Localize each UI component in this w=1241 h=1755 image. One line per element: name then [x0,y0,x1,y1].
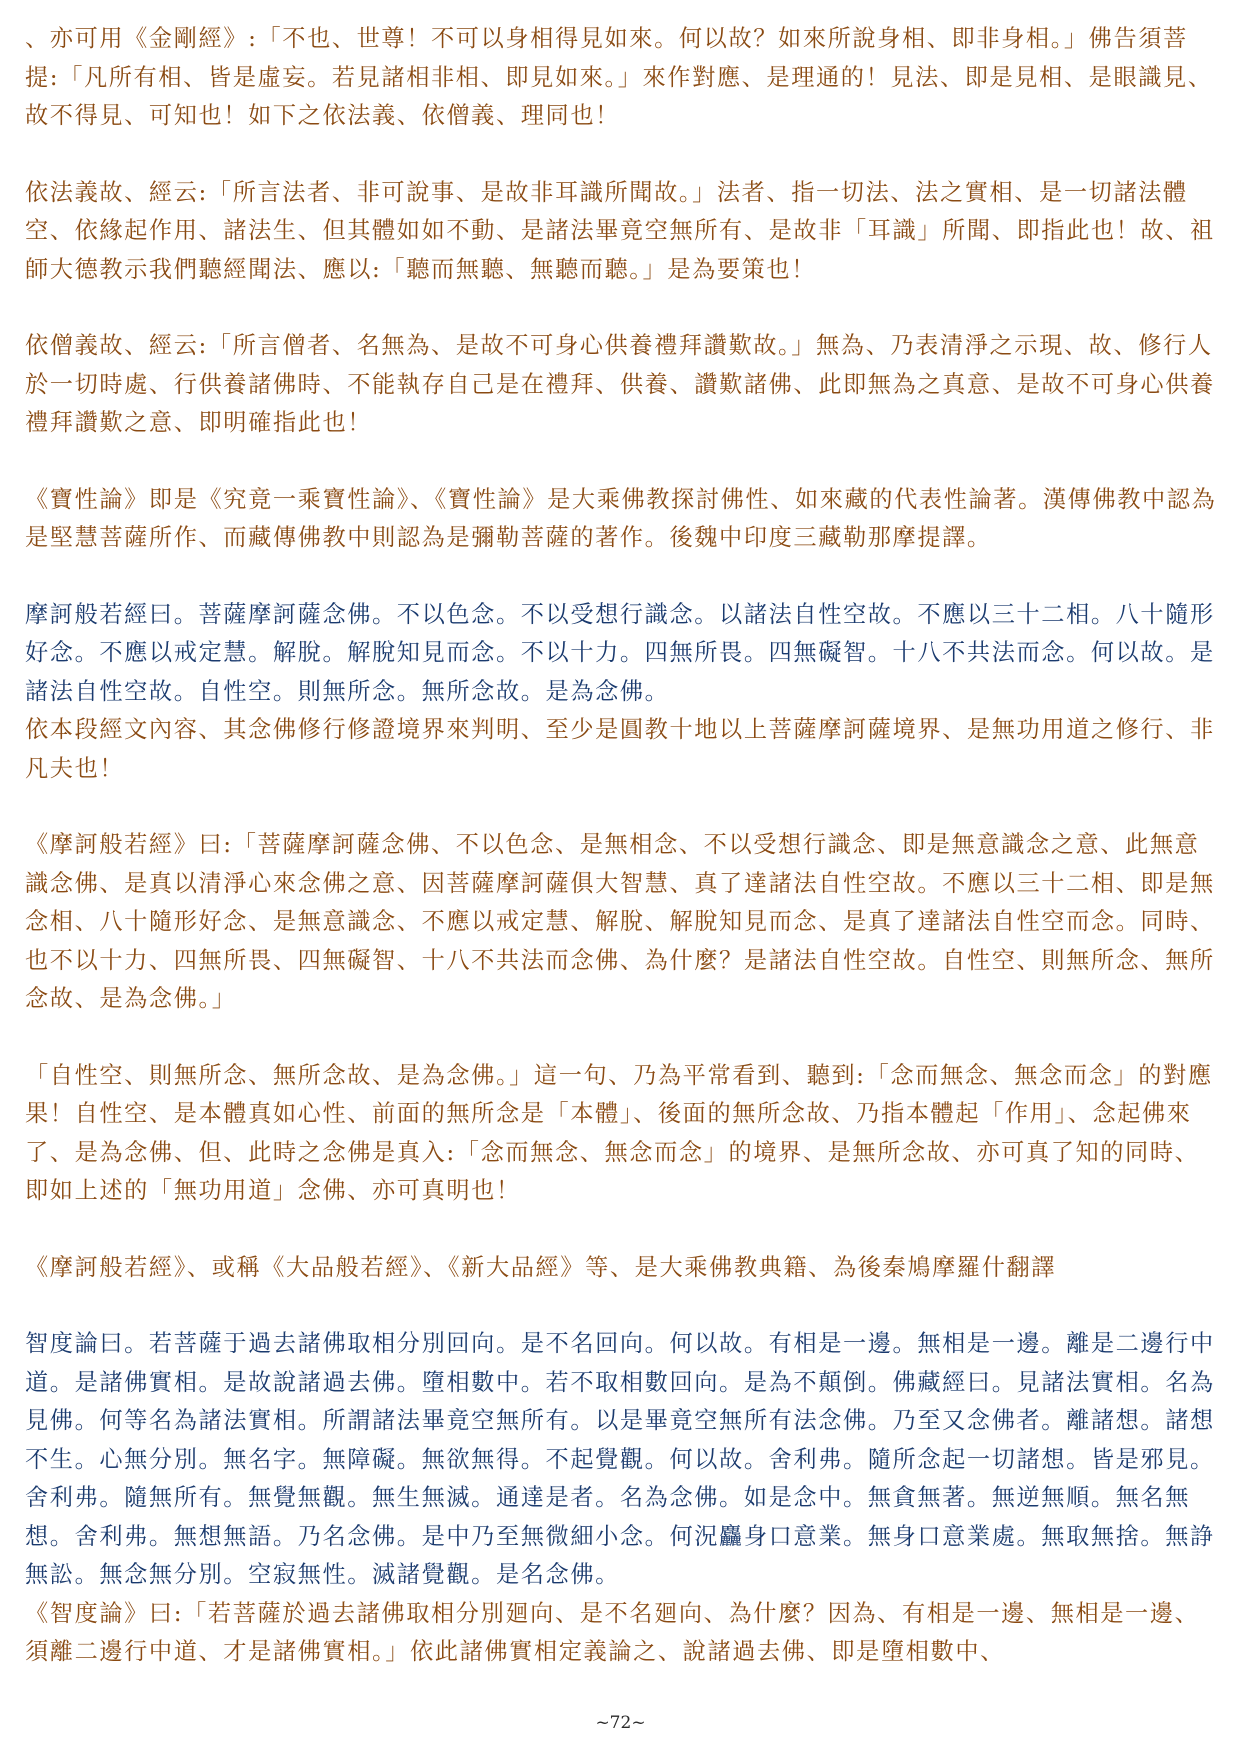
paragraph-gap [25,1287,1219,1325]
paragraph-gap [25,289,1219,327]
paragraph: 「自性空、則無所念、無所念故、是為念佛。」這一句、乃為平常看到、聽到:「念而無念、無念而念」的對應果！自性空、是本體真如心性、前面的無所念是「本體」、後面的無所念故、乃指本體起「作用」、念起佛來了、是為念佛、但、此時之念佛是真入:「念而無念、無念而念」的境界、是無所念故、亦可真了知的同時、即如上述的「無功用道」念佛、亦可真明也！ [25,1061,1213,1204]
paragraph-gap [25,1211,1219,1249]
paragraph: 摩訶般若經曰。菩薩摩訶薩念佛。不以色念。不以受想行識念。以諸法自性空故。不應以三十二相。八十隨形好念。不應以戒定慧。解脫。解脫知見而念。不以十力。四無所畏。四無礙智。十八不共法而念。何以故。是諸法自性空故。自性空。則無所念。無所念故。是為念佛。 [25,600,1215,705]
paragraph: 《智度論》曰:「若菩薩於過去諸佛取相分別廻向、是不名廻向、為什麼？因為、有相是一邊、無相是一邊、須離二邊行中道、才是諸佛實相。」依此諸佛實相定義論之、說諸過去佛、即是墮相數中、 [25,1599,1200,1665]
paragraph: 、亦可用《金剛經》:「不也、世尊！不可以身相得見如來。何以故？如來所說身相、即非身相。」佛告須菩提:「凡所有相、皆是虛妄。若見諸相非相、即見如來。」來作對應、是理通的！見法、即是見相、是眼識見、故不得見、可知也！如下之依法義、依僧義、理同也！ [25,25,1213,129]
paragraph-gap [25,443,1219,481]
paragraph: 《摩訶般若經》曰:「菩薩摩訶薩念佛、不以色念、是無相念、不以受想行識念、即是無意識念之意、此無意識念佛、是真以清淨心來念佛之意、因菩薩摩訶薩俱大智慧、真了達諸法自性空故。不應以三十二相、即是無念相、八十隨形好念、是無意識念、不應以戒定慧、解脫、解脫知見而念、是真了達諸法自性空而念。同時、也不以十力、四無所畏、四無礙智、十八不共法而念佛、為什麼？是諸法自性空故。自性空、則無所念、無所念故、是為念佛。」 [25,831,1215,1012]
document-body [25,20,1219,1672]
paragraph-gap [25,558,1219,596]
paragraph: 依本段經文內容、其念佛修行修證境界來判明、至少是圓教十地以上菩薩摩訶薩境界、是無功用道之修行、非凡夫也！ [25,716,1215,782]
paragraph-gap [25,788,1219,826]
paragraph: 依法義故、經云:「所言法者、非可說事、是故非耳識所聞故。」法者、指一切法、法之實相、是一切諸法體空、依緣起作用、諸法生、但其體如如不動、是諸法畢竟空無所有、是故非「耳識」所聞、即指此也！故、祖師大德教示我們聽經聞法、應以:「聽而無聽、無聽而聽。」是為要策也！ [25,178,1215,283]
paragraph-gap [25,136,1219,174]
paragraph: 依僧義故、經云:「所言僧者、名無為、是故不可身心供養禮拜讚歎故。」無為、乃表清淨之示現、故、修行人於一切時處、行供養諸佛時、不能執存自己是在禮拜、供養、讚歎諸佛、此即無為之真意、是故不可身心供養禮拜讚歎之意、即明確指此也！ [25,332,1215,436]
paragraph: 《摩訶般若經》、或稱《大品般若經》、《新大品經》等、是大乘佛教典籍、為後秦鳩摩羅什翻譯 [25,1253,1057,1281]
paragraph-gap [25,1019,1219,1057]
paragraph: 智度論曰。若菩薩于過去諸佛取相分別回向。是不名回向。何以故。有相是一邊。無相是一邊。離是二邊行中道。是諸佛實相。是故說諸過去佛。墮相數中。若不取相數回向。是為不顛倒。佛藏經曰。見諸法實相。名為見佛。何等名為諸法實相。所謂諸法畢竟空無所有。以是畢竟空無所有法念佛。乃至又念佛者。離諸想。諸想不生。心無分別。無名字。無障礙。無欲無得。不起覺觀。何以故。舍利弗。隨所念起一切諸想。皆是邪見。舍利弗。隨無所有。無覺無觀。無生無滅。通達是者。名為念佛。如是念中。無貪無著。無逆無順。無名無想。舍利弗。無想無語。乃名念佛。是中乃至無微細小念。何況麤身口意業。無身口意業處。無取無捨。無諍無訟。無念無分別。空寂無性。滅諸覺觀。是名念佛。 [25,1330,1215,1588]
page-number: ~72~ [595,1713,646,1733]
paragraph: 《寶性論》即是《究竟一乘寶性論》、《寶性論》是大乘佛教探討佛性、如來藏的代表性論著。漢傳佛教中認為是堅慧菩薩所作、而藏傳佛教中則認為是彌勒菩薩的著作。後魏中印度三藏勒那摩提譯。 [25,485,1217,551]
